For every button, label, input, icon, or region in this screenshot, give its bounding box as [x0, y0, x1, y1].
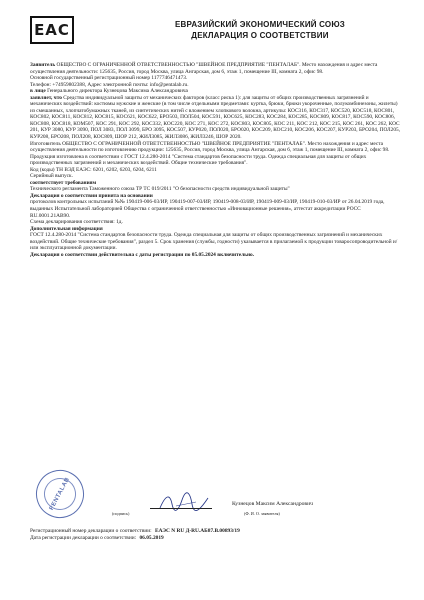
manufacturer-label: Изготовитель	[30, 140, 61, 147]
manufacturer-paragraph	[30, 141, 402, 154]
registration-date-value: 06.05.2019	[139, 535, 164, 541]
registration-info	[30, 528, 402, 542]
applicant-paragraph	[30, 62, 402, 75]
signature-line	[150, 508, 212, 509]
person-label: в лице	[30, 88, 46, 95]
header-union-title: ЕВРАЗИЙСКИЙ ЭКОНОМИЧЕСКИЙ СОЮЗ	[174, 20, 346, 29]
codes-line: Код (коды) ТН ВЭД ЕАЭС: 6201, 6202, 6203, 6204, 6211	[30, 166, 157, 173]
validity-line: Декларация о соответствии действительна с даты регистрации по 05.05.2024 включительно.	[30, 251, 255, 258]
ogrn-line: Основной государственный регистрационный номер 1177746471473.	[30, 75, 188, 82]
declaration-body	[30, 62, 402, 258]
basis-text: протоколов контрольных испытаний №№ 190419-006-03/ИР, 190419-007-03/ИР, 190419-008-03/ИР, 190419-009-03/ИР, 190419-010-03/ИР от 26.04.2019 года, выданных Испытательной лабораторией Общества с ограниченной ответственностью «Инновационные решения», аттестат аккредитации РОСС RU.0001.21АВ90.	[30, 199, 385, 219]
basis-label: Декларация о соответствии принята на основании	[30, 192, 153, 199]
serial-line: Серийный выпуск.	[30, 173, 73, 180]
standard-paragraph: Продукция изготовлена в соответствии с ГОСТ 12.4.280-2014 "Система стандартов безопасности труда. Одежда специальная для защиты от общих производственных загрязнений и механических воздействий. Общие технические требования".	[30, 153, 367, 167]
signatory-name: Кузнецов Максим Александрович	[232, 501, 313, 507]
signature-caption: (подпись)	[112, 511, 130, 516]
applicant-text: ОБЩЕСТВО С ОГРАНИЧЕННОЙ ОТВЕТСТВЕННОСТЬЮ "ШВЕЙНОЕ ПРЕДПРИЯТИЕ "ПЕНТАЛАБ". Место нахождения и адрес места осуществления деятельности: 125635, Россия, город Москва, улица Ангарская, дом 6, этаж 1, помещение III, комната 2, офис 98.	[30, 62, 378, 75]
eac-logo: EAC	[30, 16, 74, 44]
registration-number-value: ЕАЭС N RU Д-RU.АБ87.В.00893/19	[155, 528, 240, 534]
applicant-label: Заявитель	[30, 62, 56, 68]
name-caption: (Ф. И. О. заявителя)	[244, 511, 280, 516]
stamp-text: PENTALAB	[48, 476, 72, 512]
declares-paragraph	[30, 95, 402, 141]
header-document-title: ДЕКЛАРАЦИЯ О СООТВЕТСТВИИ	[191, 31, 329, 40]
additional-label: Дополнительная информация	[30, 225, 103, 232]
contacts-line: Телефон: +74959802388, Адрес электронной почты: info@pentalab.ru.	[30, 81, 189, 88]
person-text: Генерального директора Кузнецова Максима Александровича	[45, 88, 188, 95]
declares-text: Средства индивидуальной защиты от механических факторов (класс риска 1): для защиты от общих производственных загрязнений и механических воздействий: костюмы мужские и женские (в том числе отдельными предметами: куртка, брюки, брюки укороченные, полукомбинезоны, жилеты) из смешанных, хлопчатобумажных тканей, из синтетических нитей с вложением хлопкового волокна, артикулы: КОС316, КОС317, КОС520, КОС518, КОС801, КОС802, КОС811, КОС812, КОС815, КОС621, КОС622, БРО503, ПОЛ504, КОС591, КОС625, КОС283, КОС284, КОС285, КОС809, КОС817, КОС590, КОС806, КОС808, КОС818, КОМ507, КОС 291, КОС 292, КОС332, КОС220, КОС 271, КОС 272, КОС803, КОС805, КОС 211, КОС 212, КОС 215, КОС 261, КОС 262, КОС 201, КУР 3080, КУР 3090, ПОЛ 3083, ПОЛ 3099, БРО 3095, КОС507, КУР020, ПОЛ020, БРО020, КОС209, КОС210, КОС206, КОС207, КУР203, БРО204, ПОЛ205, КУР208, БРО208, ПОЛ208, КОС809, ШОР 212, ЖИЛ3085, ЖИЛ3086, ЖИЛ3246, ШОР 2020.	[30, 94, 401, 141]
manufacturer-text: ОБЩЕСТВО С ОГРАНИЧЕННОЙ ОТВЕТСТВЕННОСТЬЮ "ШВЕЙНОЕ ПРЕДПРИЯТИЕ "ПЕНТАЛАБ". Место нахождения и адрес места осуществления деятельности по изготовлению продукции: 125635, Россия, город Москва, улица Ангарская, дом 6, этаж 1, помещение III, комната 2, офис 98.	[30, 140, 390, 154]
handwritten-signature	[156, 490, 216, 514]
registration-number-row	[30, 528, 402, 535]
compliance-label: соответствует требованиям	[30, 179, 97, 186]
registration-date-label: Дата регистрации декларации о соответствии:	[30, 535, 137, 541]
declares-label: заявляет, что	[30, 94, 62, 101]
compliance-text: Технического регламента Таможенного союза ТР ТС 019/2011 "О безопасности средств индивидуальной защиты"	[30, 186, 290, 193]
company-stamp	[28, 462, 93, 527]
registration-number-label: Регистрационный номер декларации о соответствии:	[30, 528, 152, 534]
scheme-line: Схема декларирования соответствия: 1д.	[30, 219, 123, 226]
additional-text: ГОСТ 12.4.280-2014 "Система стандартов безопасности труда. Одежда специальная для защиты от общих производственных загрязнений и механических воздействий. Общие технические требования", раздел 5. Срок хранения (службы, годности) указывается в прилагаемой к продукции товаросопроводительной и/или эксплуатационной документации.	[30, 232, 398, 252]
registration-date-row	[30, 535, 402, 542]
